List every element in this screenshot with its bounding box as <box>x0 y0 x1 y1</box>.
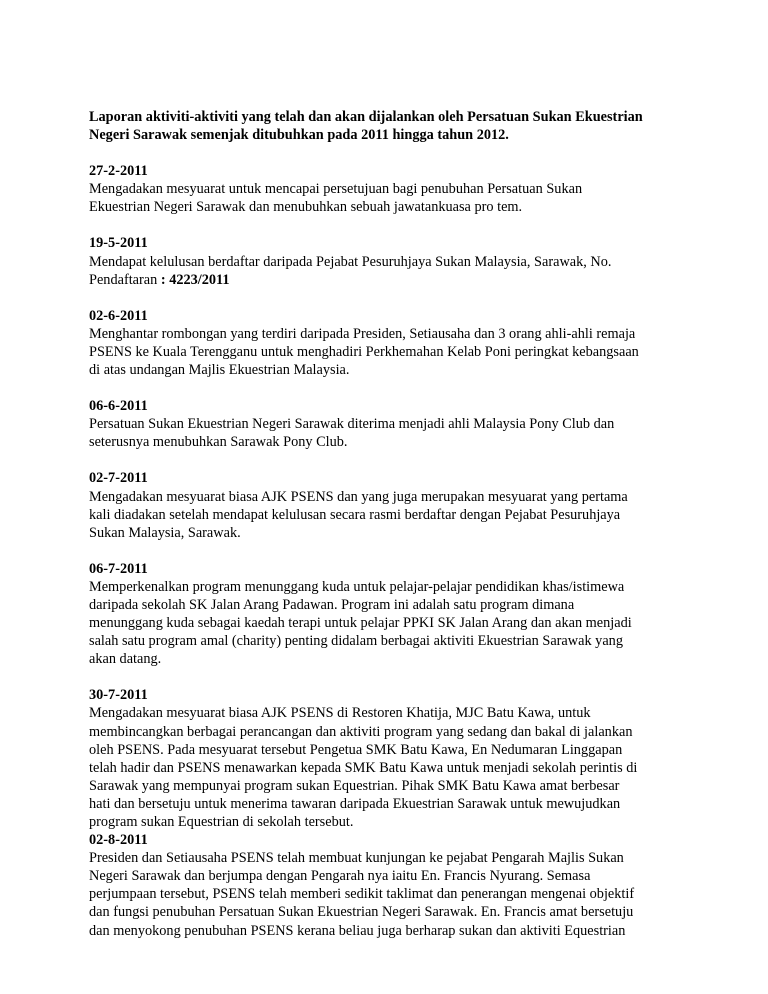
entry-line: akan datang. <box>89 651 162 668</box>
activity-entry <box>89 686 689 831</box>
entry-line: Presiden dan Setiausaha PSENS telah membuat kunjungan ke pejabat Pengarah Majlis Sukan <box>89 850 624 867</box>
entry-line: telah hadir dan PSENS menawarkan kepada SMK Batu Kawa untuk menjadi sekolah perintis di <box>89 759 638 776</box>
document-page <box>89 108 689 940</box>
activity-entry <box>89 469 689 541</box>
entry-date: 06-6-2011 <box>89 398 148 415</box>
entry-line: Sukan Malaysia, Sarawak. <box>89 524 241 541</box>
entry-line: hati dan bersetuju untuk menerima tawaran daripada Ekuestrian Sarawak untuk mewujudkan <box>89 795 621 812</box>
title-line: Laporan aktiviti-aktiviti yang telah dan akan dijalankan oleh Persatuan Sukan Ekuestrian <box>89 109 643 125</box>
entry-line: Persatuan Sukan Ekuestrian Negeri Sarawak diterima menjadi ahli Malaysia Pony Club dan <box>89 416 615 433</box>
entry-line: oleh PSENS. Pada mesyuarat tersebut Pengetua SMK Batu Kawa, En Nedumaran Linggapan <box>89 741 623 758</box>
entry-line: dan menyokong penubuhan PSENS kerana beliau juga berharap sukan dan aktiviti Equestrian <box>89 922 626 939</box>
entry-line: program sukan Equestrian di sekolah tersebut. <box>89 814 354 830</box>
entry-line-registration <box>89 271 689 289</box>
entry-line: daripada sekolah SK Jalan Arang Padawan. Program ini adalah satu program dimana <box>89 596 575 613</box>
entry-date: 02-7-2011 <box>89 470 148 487</box>
entry-date: 27-2-2011 <box>89 163 148 180</box>
entry-line: seterusnya menubuhkan Sarawak Pony Club. <box>89 434 348 451</box>
entry-line: Mengadakan mesyuarat biasa AJK PSENS dan yang juga merupakan mesyuarat yang pertama <box>89 488 628 505</box>
title-line: Negeri Sarawak semenjak ditubuhkan pada 2011 hingga tahun 2012. <box>89 127 509 144</box>
entry-line: Sarawak yang mempunyai program sukan Equestrian. Pihak SMK Batu Kawa amat berbesar <box>89 777 620 794</box>
entry-line: di atas undangan Majlis Ekuestrian Malaysia. <box>89 362 350 379</box>
registration-number: : 4223/2011 <box>160 271 230 288</box>
activity-entry <box>89 560 689 669</box>
entry-line: perjumpaan tersebut, PSENS telah memberi sedikit taklimat dan penerangan mengenai objektif <box>89 886 635 903</box>
entry-line: dan fungsi penubuhan Persatuan Sukan Ekuestrian Negeri Sarawak. En. Francis amat bersetuju <box>89 904 634 921</box>
entry-date: 30-7-2011 <box>89 687 148 704</box>
entry-date: 06-7-2011 <box>89 560 148 577</box>
entry-line: membincangkan berbagai perancangan dan aktiviti program yang sedang dan bakal di jalankan <box>89 723 633 740</box>
entry-date: 02-8-2011 <box>89 832 148 849</box>
entry-line: Mendapat kelulusan berdaftar daripada Pejabat Pesuruhjaya Sukan Malaysia, Sarawak, No. <box>89 253 612 270</box>
activity-entry <box>89 397 689 451</box>
entry-date: 19-5-2011 <box>89 235 148 252</box>
entry-date: 02-6-2011 <box>89 307 148 324</box>
entry-line: Memperkenalkan program menunggang kuda untuk pelajar-pelajar pendidikan khas/istimewa <box>89 578 625 595</box>
entry-line: Mengadakan mesyuarat untuk mencapai persetujuan bagi penubuhan Persatuan Sukan <box>89 181 583 198</box>
registration-label: Pendaftaran <box>89 271 161 288</box>
entry-line: Mengadakan mesyuarat biasa AJK PSENS di Restoren Khatija, MJC Batu Kawa, untuk <box>89 705 591 722</box>
entry-line: Menghantar rombongan yang terdiri daripada Presiden, Setiausaha dan 3 orang ahli-ahli remaja <box>89 325 636 342</box>
document-title <box>89 108 689 144</box>
activity-entry <box>89 234 689 288</box>
activity-entry <box>89 831 689 940</box>
entry-line: Ekuestrian Negeri Sarawak dan menubuhkan sebuah jawatankuasa pro tem. <box>89 199 523 216</box>
entry-line: kali diadakan setelah mendapat kelulusan secara rasmi berdaftar dengan Pejabat Pesuruhjaya <box>89 506 621 523</box>
entry-line: Negeri Sarawak dan berjumpa dengan Pengarah nya iaitu En. Francis Nyurang. Semasa <box>89 868 591 885</box>
activity-entry <box>89 162 689 216</box>
entry-line: menunggang kuda sebagai kaedah terapi untuk pelajar PPKI SK Jalan Arang dan akan menjadi <box>89 615 632 632</box>
activity-entry <box>89 307 689 379</box>
entry-line: salah satu program amal (charity) penting didalam berbagai aktiviti Ekuestrian Sarawak yang <box>89 633 623 650</box>
entry-line: PSENS ke Kuala Terengganu untuk menghadiri Perkhemahan Kelab Poni peringkat kebangsaan <box>89 343 639 360</box>
